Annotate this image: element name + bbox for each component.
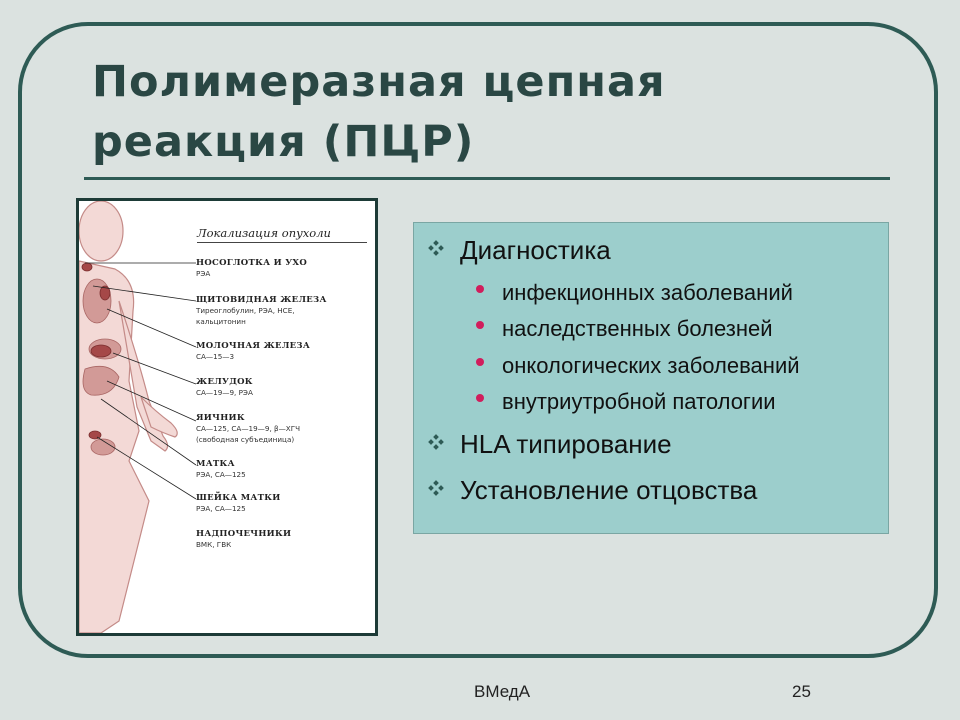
bullet-dot-icon (476, 321, 484, 329)
title-underline (84, 177, 890, 180)
organ-cervix: ШЕЙКА МАТКИ РЭА, СА—125 (196, 493, 281, 513)
bullet-dot-icon (476, 394, 484, 402)
bullet-dot-icon (476, 358, 484, 366)
page-number: 25 (792, 682, 811, 701)
footer-org: ВМедА (474, 682, 531, 701)
item-label: Диагностика (460, 235, 611, 265)
diamond-bullet-icon (428, 434, 444, 450)
item-label: HLA типирование (460, 429, 672, 459)
organ-breast: МОЛОЧНАЯ ЖЕЛЕЗА СА—15—3 (196, 341, 311, 361)
item-label: Установление отцовства (460, 475, 758, 505)
organ-adrenal: НАДПОЧЕЧНИКИ ВМК, ГВК (196, 529, 292, 549)
organ-uterus: МАТКА РЭА, СА—125 (196, 459, 246, 479)
bullet-dot-icon (476, 285, 484, 293)
figure-title: Локализация опухоли (197, 226, 367, 243)
diamond-bullet-icon (428, 240, 444, 256)
anatomy-figure (76, 198, 378, 636)
organ-nasopharynx: НОСОГЛОТКА И УХО РЭА (196, 258, 308, 278)
title-line-1: Полимеразная цепная (92, 57, 666, 107)
slide-title (92, 52, 666, 172)
organ-thyroid: ЩИТОВИДНАЯ ЖЕЛЕЗА Тиреоглобулин, РЭА, НСЕ, кальцитонин (196, 295, 327, 326)
organ-ovary: ЯИЧНИК СА—125, СА—19—9, β—ХГЧ (свободная субъединица) (196, 413, 301, 444)
diamond-bullet-icon (428, 480, 444, 496)
content-box: Диагностика инфекционных заболеваний наследственных болезней онкологических заболеваний внутриутробной патологии HLA типирование Установление отцовства (413, 222, 889, 534)
title-line-2: реакция (ПЦР) (92, 117, 475, 167)
organ-stomach: ЖЕЛУДОК СА—19—9, РЭА (196, 377, 253, 397)
